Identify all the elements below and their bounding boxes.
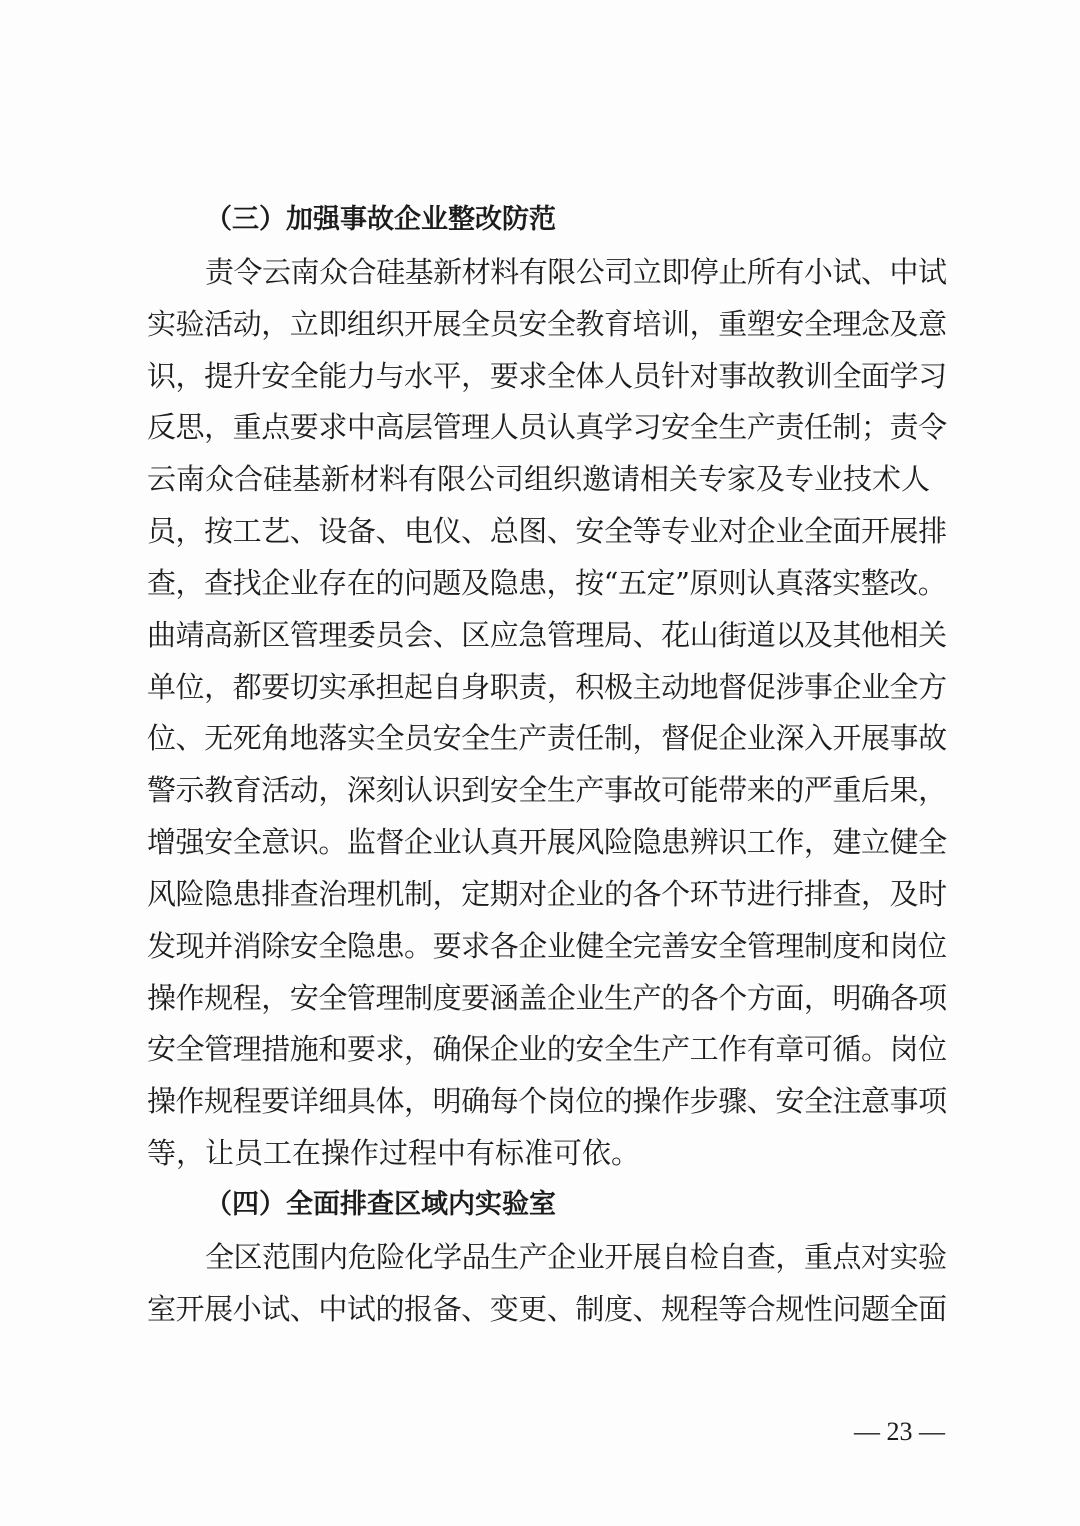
paragraph-line: 反思，重点要求中高层管理人员认真学习安全生产责任制；责令	[147, 410, 947, 444]
page-number: — 23 —	[854, 1417, 945, 1446]
paragraph-line: 操作规程，安全管理制度要涵盖企业生产的各个方面，明确各项	[147, 981, 947, 1015]
paragraph-line: 操作规程要详细具体，明确每个岗位的操作步骤、安全注意事项	[147, 1084, 947, 1118]
paragraph-line: 位、无死角地落实全员安全生产责任制，督促企业深入开展事故	[147, 721, 947, 755]
paragraph-line: 单位，都要切实承担起自身职责，积极主动地督促涉事企业全方	[147, 670, 947, 704]
paragraph-line: 识，提升安全能力与水平，要求全体人员针对事故教训全面学习	[147, 359, 947, 393]
paragraph-line: 安全管理措施和要求，确保企业的安全生产工作有章可循。岗位	[147, 1032, 947, 1066]
paragraph-line: 云南众合硅基新材料有限公司组织邀请相关专家及专业技术人	[147, 462, 931, 496]
paragraph-line: 查，查找企业存在的问题及隐患，按“五定”原则认真落实整改。	[147, 566, 947, 600]
section-heading: （四）全面排查区域内实验室	[205, 1189, 556, 1220]
paragraph-line: 责令云南众合硅基新材料有限公司立即停止所有小试、中试	[205, 255, 947, 289]
paragraph-line: 等，让员工在操作过程中有标准可依。	[147, 1136, 641, 1170]
section-heading: （三）加强事故企业整改防范	[205, 204, 556, 235]
paragraph-line: 员，按工艺、设备、电仪、总图、安全等专业对企业全面开展排	[147, 514, 947, 548]
paragraph-line: 增强安全意识。监督企业认真开展风险隐患辨识工作，建立健全	[147, 825, 947, 859]
paragraph-line: 警示教育活动，深刻认识到安全生产事故可能带来的严重后果，	[147, 773, 947, 807]
paragraph-line: 风险隐患排查治理机制，定期对企业的各个环节进行排查，及时	[147, 877, 947, 911]
paragraph-line: 曲靖高新区管理委员会、区应急管理局、花山街道以及其他相关	[147, 618, 947, 652]
paragraph-line: 实验活动，立即组织开展全员安全教育培训，重塑安全理念及意	[147, 307, 947, 341]
paragraph-line: 全区范围内危险化学品生产企业开展自检自查，重点对实验	[205, 1240, 947, 1274]
paragraph-line: 室开展小试、中试的报备、变更、制度、规程等合规性问题全面	[147, 1292, 947, 1326]
paragraph-line: 发现并消除安全隐患。要求各企业健全完善安全管理制度和岗位	[147, 929, 947, 963]
